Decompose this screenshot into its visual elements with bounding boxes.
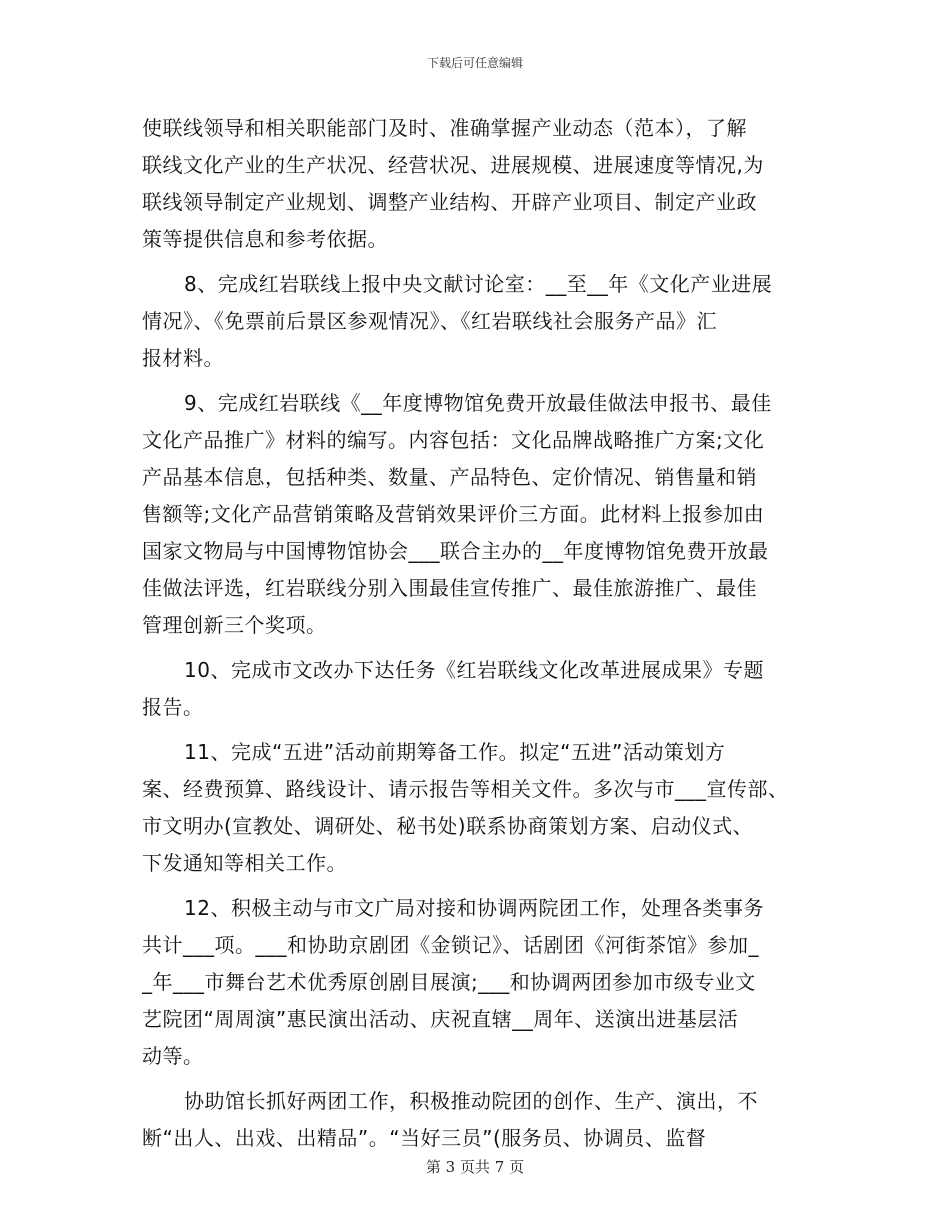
text-line: 联线文化产业的生产状况、经营状况、进展规模、进展速度等情况,为 <box>142 153 764 177</box>
paragraph <box>142 1083 832 1157</box>
text-line: 9、完成红岩联线《__年度博物馆免费开放最佳做法申报书、最佳 <box>184 391 772 415</box>
text-line: 下发通知等相关工作。 <box>142 851 347 875</box>
text-line: 动等。 <box>142 1044 204 1068</box>
text-line: 佳做法评选，红岩联线分别入围最佳宣传推广、最佳旅游推广、最佳 <box>142 576 757 600</box>
text-line: 艺院团“周周演”惠民演出活动、庆祝直辖__周年、送演出进基层活 <box>142 1007 739 1031</box>
paragraph <box>142 652 832 726</box>
page-footer: 第 3 页共 7 页 <box>425 1158 525 1176</box>
paragraph <box>142 734 832 882</box>
text-line: 使联线领导和相关职能部门及时、准确掌握产业动态（范本），了解 <box>142 116 747 140</box>
text-line: 8、完成红岩联线上报中央文献讨论室：__至__年《文化产业进展 <box>184 272 773 296</box>
text-line: 共计___项。___和协助京剧团《金锁记》、话剧团《河街茶馆》参加_ <box>142 933 759 957</box>
paragraph <box>142 890 832 1075</box>
text-line: 10、完成市文改办下达任务《红岩联线文化改革进展成果》专题 <box>184 658 764 682</box>
text-line: _年___市舞台艺术优秀原创剧目展演;___和协调两团参加市级专业文 <box>142 970 756 994</box>
text-line: 报材料。 <box>142 346 224 370</box>
text-line: 断“出人、出戏、出精品”。“当好三员”(服务员、协调员、监督 <box>142 1126 707 1150</box>
document-body <box>142 110 832 1157</box>
text-line: 协助馆长抓好两团工作，积极推动院团的创作、生产、演出，不 <box>184 1089 758 1113</box>
text-line: 联线领导制定产业规划、调整产业结构、开辟产业项目、制定产业政 <box>142 190 757 214</box>
text-line: 情况》、《免票前后景区参观情况》、《红岩联线社会服务产品》汇 <box>142 309 717 333</box>
paragraph <box>142 266 832 377</box>
text-line: 12、积极主动与市文广局对接和协调两院团工作，处理各类事务 <box>184 896 764 920</box>
text-line: 报告。 <box>142 695 204 719</box>
text-line: 市文明办(宣教处、调研处、秘书处)联系协商策划方案、启动仪式、 <box>142 814 754 838</box>
text-line: 管理创新三个奖项。 <box>142 613 327 637</box>
paragraph <box>142 385 832 644</box>
text-line: 11、完成“五进”活动前期筹备工作。拟定“五进”活动策划方 <box>184 740 726 764</box>
paragraph <box>142 110 832 258</box>
text-line: 文化产品推广》材料的编写。内容包括：文化品牌战略推广方案;文化 <box>142 428 765 452</box>
text-line: 产品基本信息，包括种类、数量、产品特色、定价情况、销售量和销 <box>142 465 757 489</box>
text-line: 案、经费预算、路线设计、请示报告等相关文件。多次与市___宣传部、 <box>142 777 789 801</box>
text-line: 国家文物局与中国博物馆协会___联合主办的__年度博物馆免费开放最 <box>142 539 769 563</box>
page-header: 下载后可任意编辑 <box>426 56 523 70</box>
text-line: 售额等;文化产品营销策略及营销效果评价三方面。此材料上报参加由 <box>142 502 765 526</box>
text-line: 策等提供信息和参考依据。 <box>142 227 388 251</box>
